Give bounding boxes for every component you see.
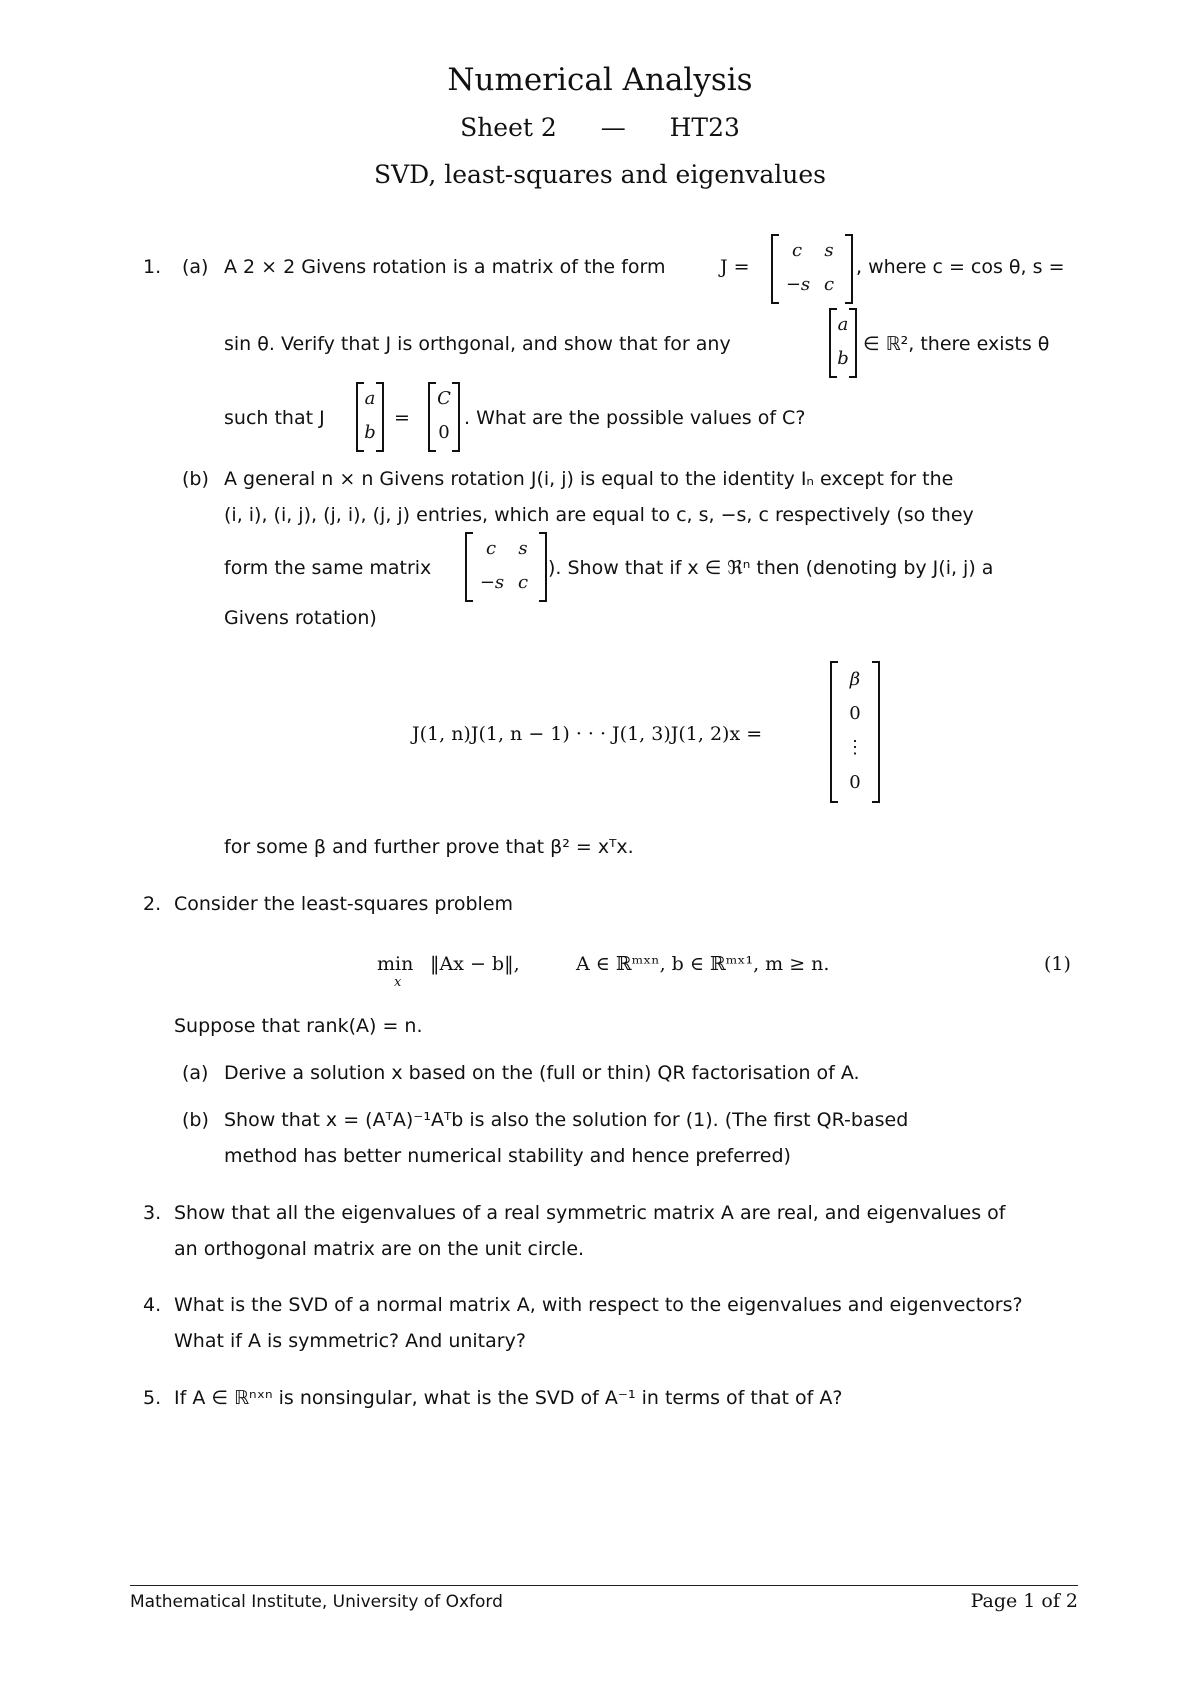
term-label: HT23 [669,113,740,142]
q1-number: 1. [143,256,162,278]
q2-eq-sub: x [394,975,402,990]
vector-cell-b: b [837,348,849,369]
document-subtitle: SVD, least-squares and eigenvalues [373,160,826,189]
vector-cell-a: a [837,314,849,335]
vector-cell-0a: 0 [849,703,861,724]
q1b-line1: A general n × n Givens rotation J(i, j) is equal to the identity Iₙ except for the [224,468,954,490]
q2a-text: Derive a solution x based on the (full or thin) QR factorisation of A. [224,1062,860,1084]
q1a-equals: = [394,407,410,429]
vector-cell-C: C [437,388,451,409]
vector-ab-2 [356,382,384,452]
givens-matrix-2x2 [771,234,853,304]
q5-line1: If A ∈ ℝⁿˣⁿ is nonsingular, what is the SVD of A⁻¹ in terms of that of A? [174,1387,843,1409]
q3-line1: Show that all the eigenvalues of a real symmetric matrix A are real, and eigenvalues of [174,1202,1006,1224]
q3-number: 3. [143,1202,162,1224]
matrix-cell-minus-s: −s [785,274,811,295]
q2-suppose: Suppose that rank(A) = n. [174,1015,423,1037]
q4-line2: What if A is symmetric? And unitary? [174,1330,526,1352]
q1b-label: (b) [182,468,209,490]
q2-eq-number: (1) [1044,953,1071,975]
q1a-line1-end: , where c = cos θ, s = [856,256,1065,278]
q2b-line2: method has better numerical stability and hence preferred) [224,1145,791,1167]
q1a-line2-end: ∈ ℝ², there exists θ [863,333,1050,355]
footer-rule [130,1585,1078,1586]
q1a-line2: sin θ. Verify that J is orthgonal, and show that for any [224,333,731,355]
q2-eq-condition: A ∈ ℝᵐˣⁿ, b ∈ ℝᵐˣ¹, m ≥ n. [576,953,830,975]
vector-ab [829,308,857,378]
matrix-cell-s: s [518,538,528,559]
q1a-J-equals: J = [720,256,750,278]
matrix-cell-c2: c [823,274,835,295]
vector-cell-b: b [364,422,376,443]
sheet-label: Sheet 2 [460,113,557,142]
vector-cell-0: 0 [438,422,450,443]
vector-cell-dots: ⋮ [846,737,864,758]
q2-eq-min: min [377,953,414,975]
q3-line2: an orthogonal matrix are on the unit circle. [174,1238,585,1260]
vector-cell-beta: β [849,669,861,690]
matrix-cell-minus-s: −s [479,572,505,593]
sheet-line [0,113,1200,142]
vector-C0 [428,382,460,452]
q1b-line2: (i, i), (i, j), (j, i), (j, j) entries, which are equal to c, s, −s, c respectively (so they [224,504,974,526]
q1b-equation: J(1, n)J(1, n − 1) · · · J(1, 3)J(1, 2)x = [412,723,763,745]
footer-page-number: Page 1 of 2 [970,1590,1078,1612]
q4-line1: What is the SVD of a normal matrix A, with respect to the eigenvalues and eigenvectors? [174,1294,1023,1316]
q4-number: 4. [143,1294,162,1316]
footer-institution: Mathematical Institute, University of Oxford [130,1592,503,1612]
q1b-line3: form the same matrix [224,557,432,579]
document-title: Numerical Analysis [447,62,753,98]
q1a-line3-end: . What are the possible values of C? [464,407,806,429]
q5-number: 5. [143,1387,162,1409]
sheet-dash: — [600,113,626,142]
vector-cell-0b: 0 [849,772,861,793]
q2-eq-body: ‖Ax − b‖, [430,953,520,975]
q2b-line1: Show that x = (AᵀA)⁻¹Aᵀb is also the solution for (1). (The first QR-based [224,1109,909,1131]
q1a-line3: such that J [224,407,325,429]
q1a-line1: A 2 × 2 Givens rotation is a matrix of the form [224,256,666,278]
q1b-line3-end: ). Show that if x ∈ ℜⁿ then (denoting by J(i, j) a [548,557,994,579]
q1b-line4: Givens rotation) [224,607,377,629]
matrix-cell-c: c [485,538,497,559]
q1b-line5: for some β and further prove that β² = xᵀx. [224,836,634,858]
givens-matrix-2x2-b [465,532,547,602]
q2-number: 2. [143,893,162,915]
matrix-cell-s: s [824,240,834,261]
vector-beta [830,661,880,803]
q2a-label: (a) [182,1062,209,1084]
matrix-cell-c2: c [517,572,529,593]
matrix-cell-c: c [791,240,803,261]
q2-intro: Consider the least-squares problem [174,893,514,915]
q1a-label: (a) [182,256,209,278]
vector-cell-a: a [364,388,376,409]
q2b-label: (b) [182,1109,209,1131]
